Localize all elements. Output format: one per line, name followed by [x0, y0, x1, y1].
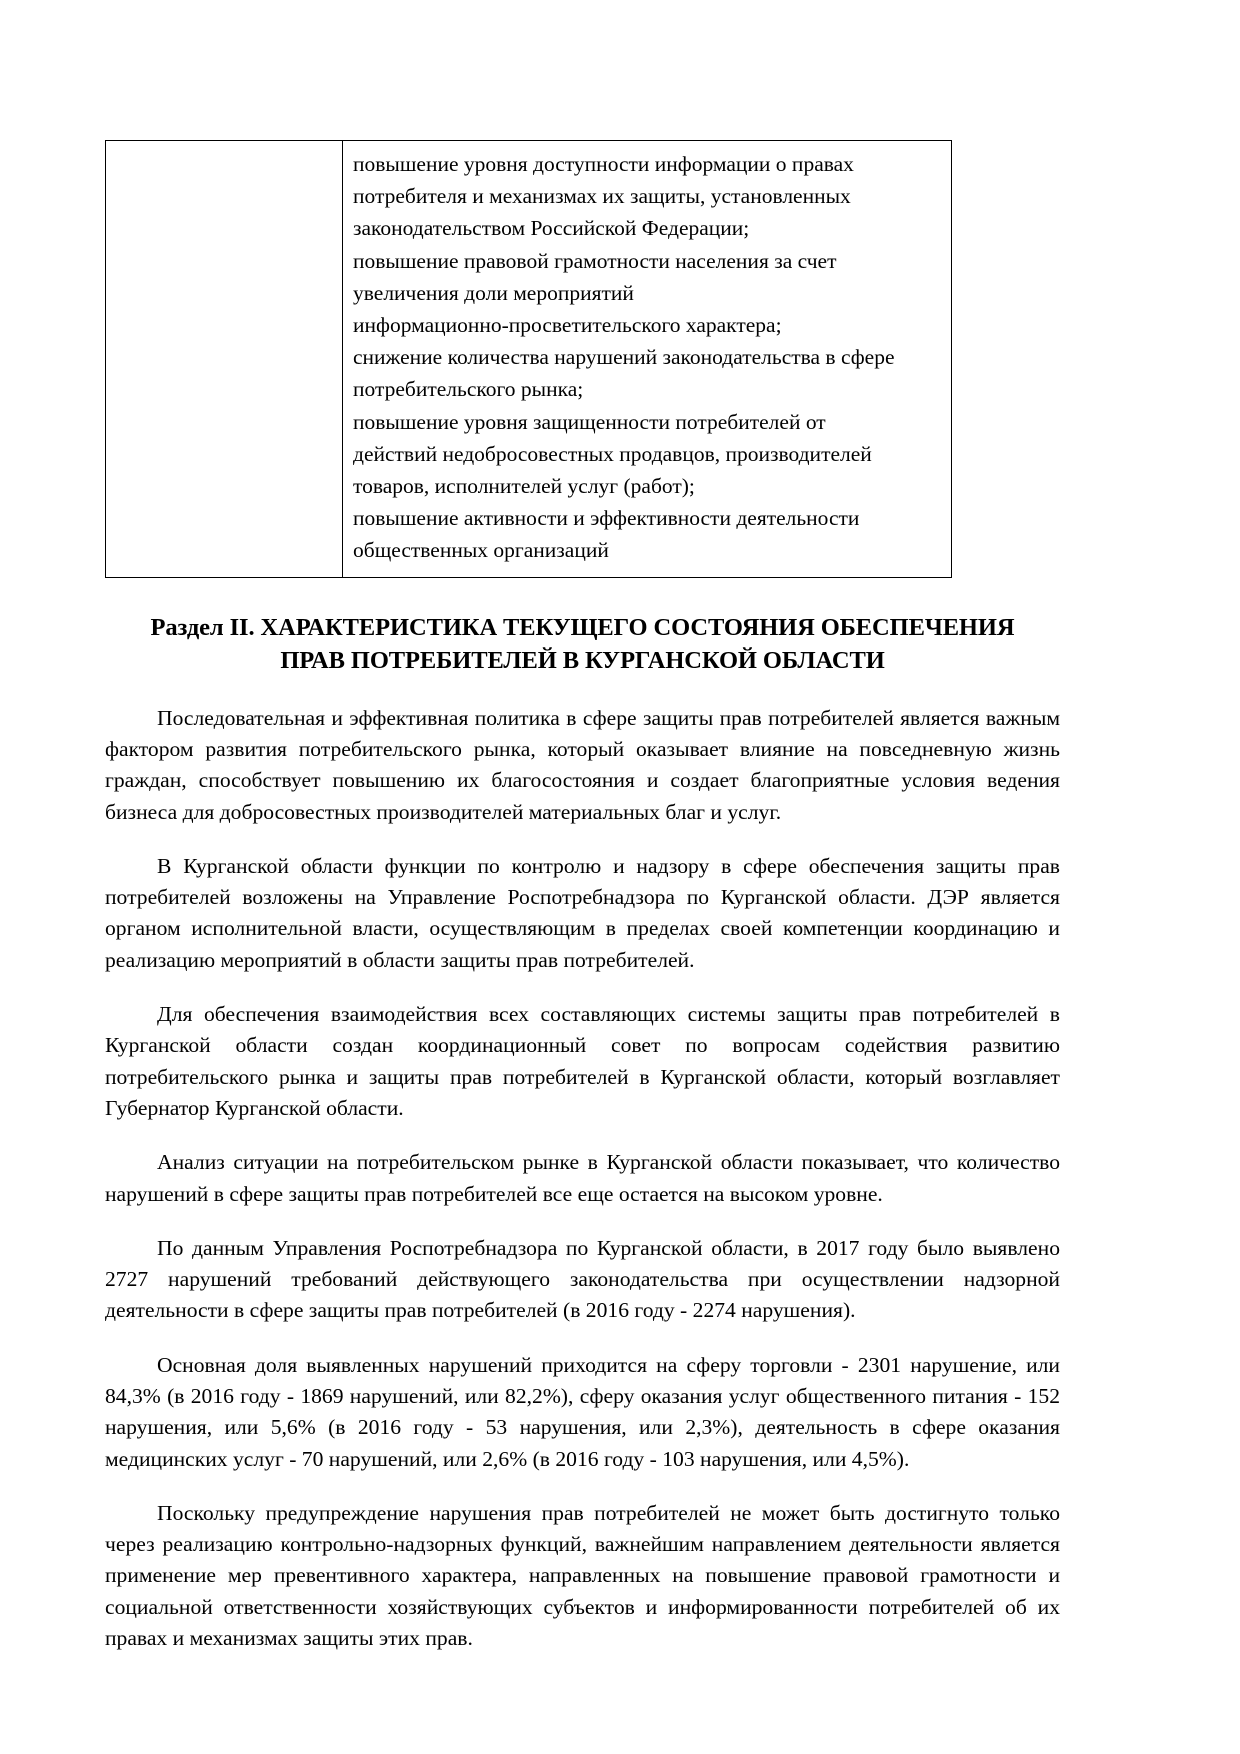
goal-line: повышение уровня доступности информации о правах: [353, 152, 854, 176]
goal-line: увеличения доли мероприятий: [353, 280, 634, 305]
paragraph: В Курганской области функции по контролю и надзору в сфере обеспечения защиты прав потребителей возложены на Управление Роспотребнадзора по Курганской области. ДЭР является органом исполнительной власти, осуществляющим в пределах своей компетенции координацию и реализацию мероприятий в области защиты прав потребителей.: [105, 853, 1060, 972]
paragraph: Последовательная и эффективная политика в сфере защиты прав потребителей является важным фактором развития потребительского рынка, который оказывает влияние на повседневную жизнь граждан, способствует повышению их благосостояния и создает благоприятные условия ведения бизнеса для добросовестных производителей материальных благ и услуг.: [105, 705, 1060, 824]
goal-line: повышение уровня защищенности потребителей от: [353, 409, 826, 434]
section-heading: [105, 611, 1060, 677]
goal-line: снижение количества нарушений законодательства в сфере: [353, 345, 895, 370]
section-heading-line-1: Раздел II. ХАРАКТЕРИСТИКА ТЕКУЩЕГО СОСТОЯНИЯ ОБЕСПЕЧЕНИЯ: [150, 613, 1015, 641]
paragraph: Основная доля выявленных нарушений приходится на сферу торговли - 2301 нарушение, или 84,3% (в 2016 году - 1869 нарушений, или 82,2%), сферу оказания услуг общественного питания - 152 нарушения, или 5,6% (в 2016 году - 53 нарушения, или 2,3%), деятельность в сфере оказания медицинских услуг - 70 нарушений, или 2,6% (в 2016 году - 103 нарушения, или 4,5%).: [105, 1352, 1060, 1471]
goal-line: информационно-просветительского характера;: [353, 313, 782, 338]
paragraph: Для обеспечения взаимодействия всех составляющих системы защиты прав потребителей в Курганской области создан координационный совет по вопросам содействия развитию потребительского рынка и защиты прав потребителей в Курганской области, который возглавляет Губернатор Курганской области.: [105, 1002, 1060, 1120]
section-heading-line-2: ПРАВ ПОТРЕБИТЕЛЕЙ В КУРГАНСКОЙ ОБЛАСТИ: [280, 646, 885, 674]
paragraph: По данным Управления Роспотребнадзора по Курганской области, в 2017 году было выявлено 2727 нарушений требований действующего законодательства при осуществлении надзорной деятельности в сфере защиты прав потребителей (в 2016 году - 2274 нарушения).: [105, 1235, 1060, 1323]
page-content: [105, 140, 1060, 1654]
paragraph: Поскольку предупреждение нарушения прав потребителей не может быть достигнуто только через реализацию контрольно-надзорных функций, важнейшим направлением деятельности является применение мер превентивного характера, направленных на повышение правовой грамотности и социальной ответственности хозяйствующих субъектов и информированности потребителей об их правах и механизмах защиты этих прав.: [105, 1500, 1060, 1651]
table-row: [106, 141, 952, 578]
paragraph: Анализ ситуации на потребительском рынке в Курганской области показывает, что количество нарушений в сфере защиты прав потребителей все еще остается на высоком уровне.: [105, 1150, 1060, 1206]
table-body: [106, 141, 952, 578]
goal-line: общественных организаций: [353, 538, 609, 563]
goal-line: потребителя и механизмах их защиты, установленных: [353, 184, 851, 209]
goal-line: товаров, исполнителей услуг (работ);: [353, 474, 695, 499]
goal-line: законодательством Российской Федерации;: [353, 216, 750, 241]
goal-line: действий недобросовестных продавцов, производителей: [353, 441, 872, 466]
goal-line: повышение правовой грамотности населения за счет: [353, 248, 837, 273]
goal-line: потребительского рынка;: [353, 377, 584, 402]
goal-line: повышение активности и эффективности деятельности: [353, 506, 860, 531]
table-cell-left: [106, 141, 343, 578]
table-cell-right: [343, 141, 952, 578]
expected-results-table: [105, 140, 952, 578]
body-text: [105, 703, 1060, 1655]
